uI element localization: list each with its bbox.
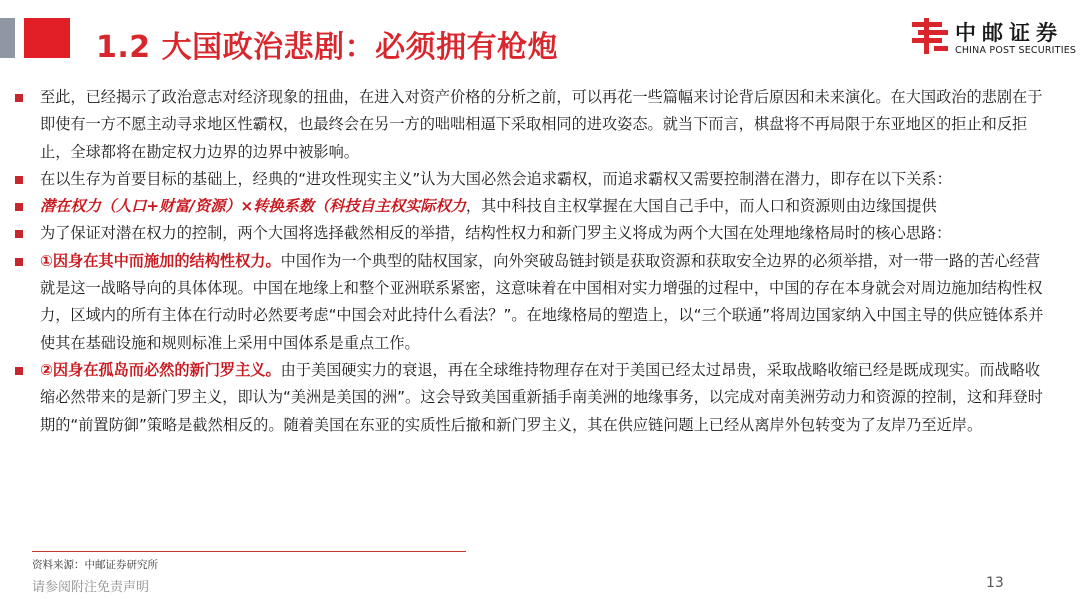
bullet-text: 至此，已经揭示了政治意志对经济现象的扭曲，在进入对资产价格的分析之前，可以再花一些篇幅来讨论背后原因和未来演化。在大国政治的悲剧在于即使有一方不愿主动寻求地区性霸权，也最终会在另一方的咄咄相逼下采取相同的进攻姿态。就当下而言，棋盘将不再局限于东亚地区的拒止和反拒止，全球都将在勘定权力边界的边界中被影响。 [40, 88, 1043, 161]
bullet-item [14, 248, 1054, 357]
formula-text: 潜在权力（人口+财富/资源）×转换系数（科技自主权实际权力 [40, 197, 466, 216]
bullet-heading: ②因身在孤岛而必然的新门罗主义。 [40, 360, 281, 379]
disclaimer-text: 请参阅附注免责声明 [32, 580, 150, 595]
header-gray-block [0, 18, 15, 58]
bullet-marker-icon [15, 367, 23, 375]
bullet-text: 由于美国硬实力的衰退，再在全球维持物理存在对于美国已经太过昂贵，采取战略收缩已经是既成现实。而战略收缩必然带来的是新门罗主义，即认为“美洲是美国的洲”。这会导致美国重新插手南美洲的地缘事务，以完成对南美洲劳动力和资源的控制，这和拜登时期的“前置防御”策略是截然相反的。随着美国在东亚的实质性后撤和新门罗主义，其在供应链问题上已经从离岸外包转变为了友岸乃至近岸。 [40, 360, 1043, 434]
bullet-marker-icon [15, 176, 23, 184]
bullet-text: 为了保证对潜在权力的控制，两个大国将选择截然相反的举措，结构性权力和新门罗主义将成为两个大国在处理地缘格局时的核心思路： [40, 224, 952, 243]
bullet-item [14, 193, 1054, 220]
bullet-item [14, 357, 1054, 439]
bullet-item [14, 166, 1054, 193]
header-red-block [24, 18, 70, 58]
bullet-text: 在以生存为首要目标的基础上，经典的“进攻性现实主义”认为大国必然会追求霸权，而追求霸权又需要控制潜在潜力，即存在以下关系： [40, 169, 952, 188]
china-post-logo-icon [910, 16, 950, 56]
bullet-marker-icon [15, 94, 23, 102]
bullet-text: ，其中科技自主权掌握在大国自己手中，而人口和资源则由边缘国提供 [465, 197, 937, 216]
source-divider [32, 551, 466, 552]
page-title: 1.2 大国政治悲剧：必须拥有枪炮 [96, 30, 559, 65]
bullet-marker-icon [15, 203, 23, 211]
bullet-marker-icon [15, 258, 23, 266]
bullet-item [14, 220, 1054, 247]
logo-english-text: CHINA POST SECURITIES [955, 45, 1077, 56]
logo-chinese-text: 中邮证券 [955, 21, 1063, 45]
source-note: 资料来源：中邮证券研究所 [32, 559, 158, 571]
bullet-list [14, 84, 1054, 439]
page-number: 13 [986, 575, 1004, 591]
bullet-item [14, 84, 1054, 166]
bullet-heading: ①因身在其中而施加的结构性权力。 [40, 251, 281, 270]
bullet-marker-icon [15, 230, 23, 238]
bullet-text: 中国作为一个典型的陆权国家，向外突破岛链封锁是获取资源和获取安全边界的必须举措，对一带一路的苦心经营就是这一战略导向的具体体现。中国在地缘上和整个亚洲联系紧密，这意味着在中国相对实力增强的过程中，中国的存在本身就会对周边施加结构性权力，区域内的所有主体在行动时必然要考虑“中国会对此持什么看法？”。在地缘格局的塑造上，以“三个联通”将周边国家纳入中国主导的供应链体系并使其在基础设施和规则标准上采用中国体系是重点工作。 [40, 251, 1044, 352]
company-logo [910, 14, 1075, 60]
